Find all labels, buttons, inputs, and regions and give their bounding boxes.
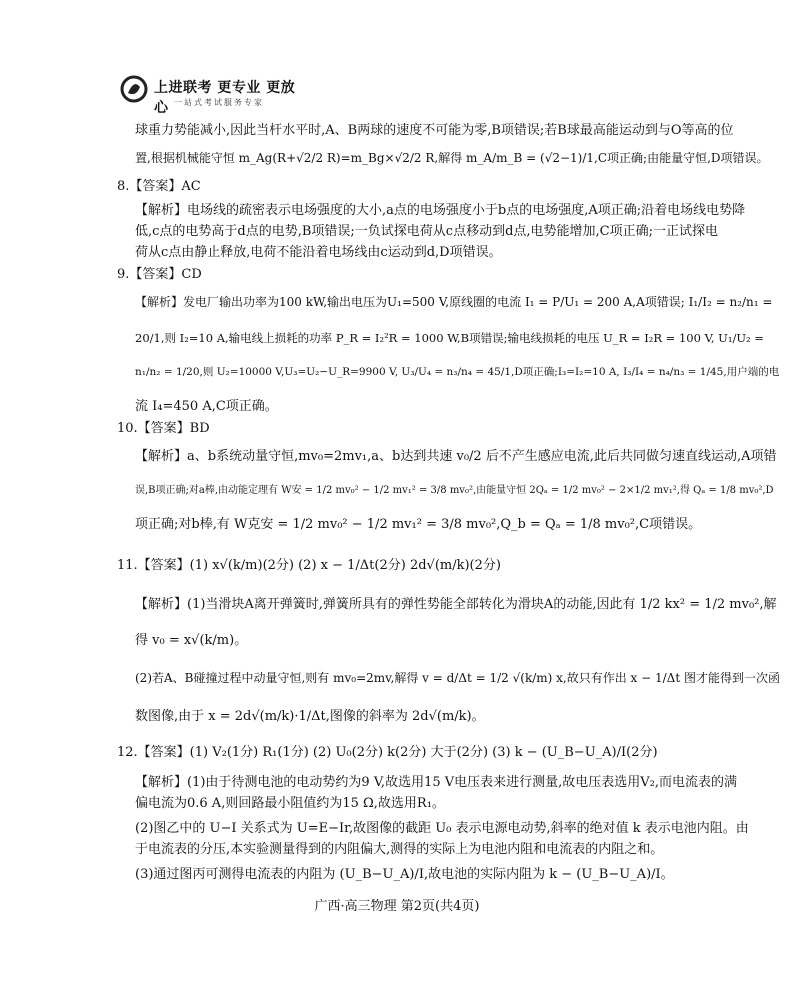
q8-analysis-line-3: 荷从c点由静止释放,电荷不能沿着电场线由c运动到d,D项错误。 xyxy=(135,245,502,260)
q12-analysis-line-3: (2)图乙中的 U−I 关系式为 U=E−Ir,故图像的截距 U₀ 表示电源电动势,斜率的绝对值 k 表示电池内阻。由 xyxy=(135,821,749,836)
brand-subtitle: 一站式考试服务专家 xyxy=(174,98,264,107)
brand-swirl-icon xyxy=(120,75,148,103)
q11-answer: 11.【答案】(1) x√(k/m)(2分) (2) x − 1/Δt(2分) 2d√(m/k)(2分) xyxy=(117,558,501,573)
q9-analysis-line-3: n₁/n₂ = 1/20,则 U₂=10000 V,U₃=U₂−U_R=9900 V, U₃/U₄ = n₃/n₄ = 45/1,D项正确;I₃=I₂=10 A, I₃/I₄ = n₄/n₃ = 1/45,用户端的电 xyxy=(135,366,780,378)
q11-analysis-line-3: (2)若A、B碰撞过程中动量守恒,则有 mv₀=2mv,解得 v = d/Δt = 1/2 √(k/m) x,故只有作出 x − 1/Δt 图才能得到一次函 xyxy=(135,671,780,685)
q12-answer: 12.【答案】(1) V₂(1分) R₁(1分) (2) U₀(2分) k(2分) 大于(2分) (3) k − (U_B−U_A)/I(2分) xyxy=(117,745,658,760)
brand-title: 上进联考 更专业 更放心 xyxy=(154,80,296,116)
q8-analysis-line-1: 【解析】电场线的疏密表示电场强度的大小,a点的电场强度小于b点的电场强度,A项正确;沿着电场线电势降 xyxy=(135,203,746,218)
q10-answer: 10.【答案】BD xyxy=(117,421,210,436)
q12-analysis-line-2: 偏电流为0.6 A,则回路最小阻值约为15 Ω,故选用R₁。 xyxy=(135,796,445,811)
q9-analysis-line-1: 【解析】发电厂输出功率为100 kW,输出电压为U₁=500 V,原线圈的电流 I₁ = P/U₁ = 200 A,A项错误; I₁/I₂ = n₂/n₁ = xyxy=(135,295,773,309)
q8-answer: 8.【答案】AC xyxy=(117,179,201,194)
q9-analysis-line-2: 20/1,则 I₂=10 A,输电线上损耗的功率 P_R = I₂²R = 1000 W,B项错误;输电线损耗的电压 U_R = I₂R = 100 V, U₁/U₂ = xyxy=(135,331,764,345)
q9-answer: 9.【答案】CD xyxy=(117,267,202,282)
page-footer: 广西·高三物理 第2页(共4页) xyxy=(314,899,480,914)
q11-analysis-line-2: 得 v₀ = x√(k/m)。 xyxy=(135,633,248,648)
intro-line-1: 球重力势能减小,因此当杆水平时,A、B两球的速度不可能为零,B项错误;若B球最高能运动到与O等高的位 xyxy=(135,123,734,138)
q11-analysis-line-1: 【解析】(1)当滑块A离开弹簧时,弹簧所具有的弹性势能全部转化为滑块A的动能,因此有 1/2 kx² = 1/2 mv₀²,解 xyxy=(135,597,777,612)
q10-analysis-line-3: 项正确;对b棒,有 W克安 = 1/2 mv₀² − 1/2 mv₁² = 3/8 mv₀²,Q_b = Qₐ = 1/8 mv₀²,C项错误。 xyxy=(135,517,702,532)
q11-analysis-line-4: 数图像,由于 x = 2d√(m/k)·1/Δt,图像的斜率为 2d√(m/k)。 xyxy=(135,709,485,724)
intro-line-2: 置,根据机械能守恒 m_Ag(R+√2/2 R)=m_Bg×√2/2 R,解得 m_A/m_B = (√2−1)/1,C项正确;由能量守恒,D项错误。 xyxy=(135,151,769,165)
q12-analysis-line-4: 于电流表的分压,本实验测量得到的内阻偏大,测得的实际上为电池内阻和电流表的内阻之和。 xyxy=(135,842,664,857)
q10-analysis-line-1: 【解析】a、b系统动量守恒,mv₀=2mv₁,a、b达到共速 v₀/2 后不产生感应电流,此后共同做匀速直线运动,A项错 xyxy=(135,449,777,464)
q9-analysis-line-4: 流 I₄=450 A,C项正确。 xyxy=(135,399,278,414)
brand-logo xyxy=(120,75,300,116)
q8-analysis-line-2: 低,c点的电势高于d点的电势,B项错误;一负试探电荷从c点移动到d点,电势能增加,C项正确;一正试探电 xyxy=(135,224,718,239)
q12-analysis-line-5: (3)通过图丙可测得电流表的内阻为 (U_B−U_A)/I,故电池的实际内阻为 k − (U_B−U_A)/I。 xyxy=(135,867,674,882)
q12-analysis-line-1: 【解析】(1)由于待测电池的电动势约为9 V,故选用15 V电压表来进行测量,故电压表选用V₂,而电流表的满 xyxy=(135,775,737,790)
q10-analysis-line-2: 误,B项正确;对a棒,由动能定理有 W安 = 1/2 mv₀² − 1/2 mv₁² = 3/8 mv₀²,由能量守恒 2Qₐ = 1/2 mv₀² − 2×1/2 mv₁²,得 Qₐ = 1/8 mv₀²,D xyxy=(135,485,774,496)
